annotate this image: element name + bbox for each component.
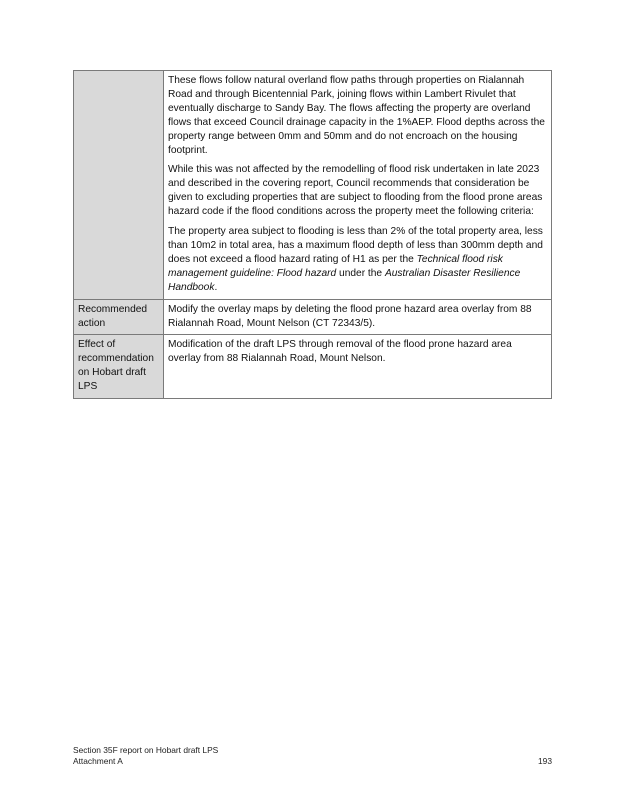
row-label-empty [74,71,164,300]
criteria-paragraph [168,225,547,295]
recommended-action-label: Recommended action [74,299,164,335]
footer-report-title: Section 35F report on Hobart draft LPS [73,745,219,755]
flood-paths-paragraph: These flows follow natural overland flow paths through properties on Rialannah Road and through Bicentennial Park, joining flows within Lambert Rivulet that eventually discharge to Sandy Bay. The flows affecting the property are overland flows that exceed Council drainage capacity in the 1%AEP. Flood depths across the property range between 0mm and 50mm and do not encroach on the housing footprint. [168,75,545,156]
criteria-text-b: under the [336,267,385,279]
table-row-recommended-action [74,299,552,335]
assessment-table [73,70,552,399]
table-row-effect [74,335,552,399]
criteria-text-c: . [214,281,218,293]
footer-attachment [73,756,552,767]
criteria-text-a: The property area subject to flooding is less than 2% of the total property area, less than 10m2 in total area, has a maximum flood depth of less than 300mm depth and does not exceed a flood hazard rating of H1 as per the [168,226,543,265]
effect-text: Modification of the draft LPS through removal of the flood prone hazard area overlay from 88 Rialannah Road, Mount Nelson. [164,335,552,399]
page-number: 193 [538,756,552,766]
table-row-flood-discussion [74,71,552,300]
effect-label: Effect of recommendation on Hobart draft LPS [74,335,164,399]
guideline-title: Technical flood risk management guideline: Flood hazard [168,253,503,279]
flood-discussion-cell [164,71,552,300]
footer-attachment-label: Attachment A [73,756,123,766]
handbook-title: Australian Disaster Resilience Handbook [168,267,521,293]
recommended-action-text: Modify the overlay maps by deleting the flood prone hazard area overlay from 88 Rialannah Road, Mount Nelson (CT 72343/5). [164,299,552,335]
remodelling-paragraph: While this was not affected by the remodelling of flood risk undertaken in late 2023 and described in the covering report, Council recommends that consideration be given to excluding properties that are subject to flooding from the flood prone areas hazard code if the flood conditions across the property meet the following criteria: [168,164,543,218]
